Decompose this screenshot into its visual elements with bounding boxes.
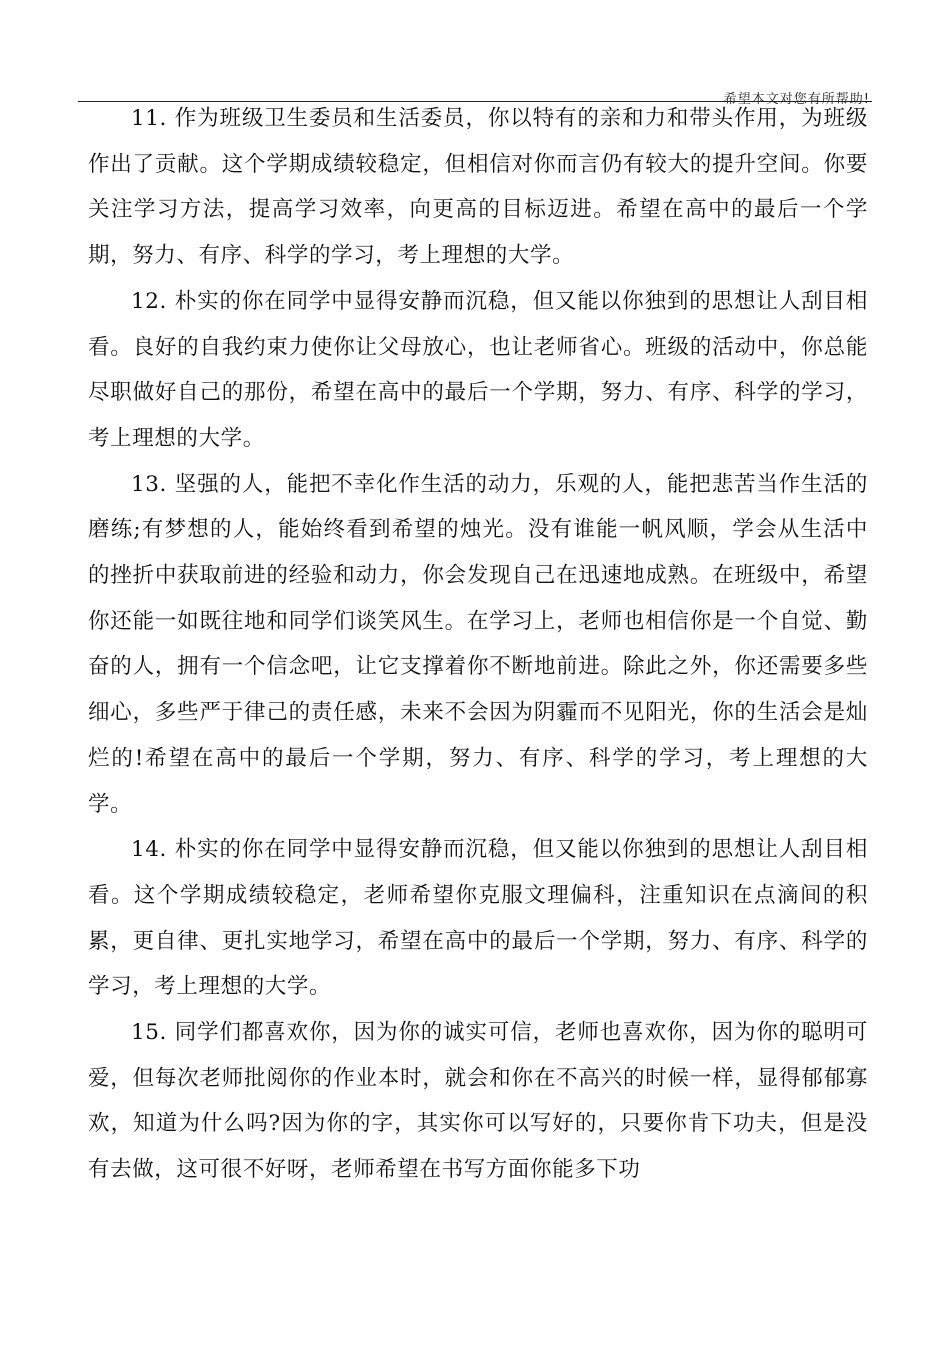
comment-paragraph-11: 11. 作为班级卫生委员和生活委员，你以特有的亲和力和带头作用，为班级作出了贡献。这个学期成绩较稳定，但相信对你而言仍有较大的提升空间。你要关注学习方法，提高学习效率，向更高的目标迈进。希望在高中的最后一个学期，努力、有序、科学的学习，考上理想的大学。	[88, 106, 868, 269]
comment-paragraph-15: 15. 同学们都喜欢你，因为你的诚实可信，老师也喜欢你，因为你的聪明可爱，但每次老师批阅你的作业本时，就会和你在不高兴的时候一样，显得郁郁寡欢，知道为什么吗?因为你的字，其实你可以写好的，只要你肯下功夫，但是没有去做，这可很不好呀，老师希望在书写方面你能多下功	[88, 1020, 868, 1183]
comment-paragraph-13: 13. 坚强的人，能把不幸化作生活的动力，乐观的人，能把悲苦当作生活的磨练;有梦想的人，能始终看到希望的烛光。没有谁能一帆风顺，学会从生活中的挫折中获取前进的经验和动力，你会发现自己在迅速地成熟。在班级中，希望你还能一如既往地和同学们谈笑风生。在学习上，老师也相信你是一个自觉、勤奋的人，拥有一个信念吧，让它支撑着你不断地前进。除此之外，你还需要多些细心，多些严于律己的责任感，未来不会因为阴霾而不见阳光，你的生活会是灿烂的!希望在高中的最后一个学期，努力、有序、科学的学习，考上理想的大学。	[88, 471, 868, 817]
header-note: 希望本文对您有所帮助!	[723, 92, 870, 107]
comment-paragraph-14: 14. 朴实的你在同学中显得安静而沉稳，但又能以你独到的思想让人刮目相看。这个学期成绩较稳定，老师希望你克服文理偏科，注重知识在点滴间的积累，更自律、更扎实地学习，希望在高中的最后一个学期，努力、有序、科学的学习，考上理想的大学。	[88, 837, 868, 1000]
document-body	[88, 96, 868, 1193]
comment-paragraph-12: 12. 朴实的你在同学中显得安静而沉稳，但又能以你独到的思想让人刮目相看。良好的自我约束力使你让父母放心，也让老师省心。班级的活动中，你总能尽职做好自己的那份，希望在高中的最后一个学期，努力、有序、科学的学习，考上理想的大学。	[88, 288, 868, 451]
